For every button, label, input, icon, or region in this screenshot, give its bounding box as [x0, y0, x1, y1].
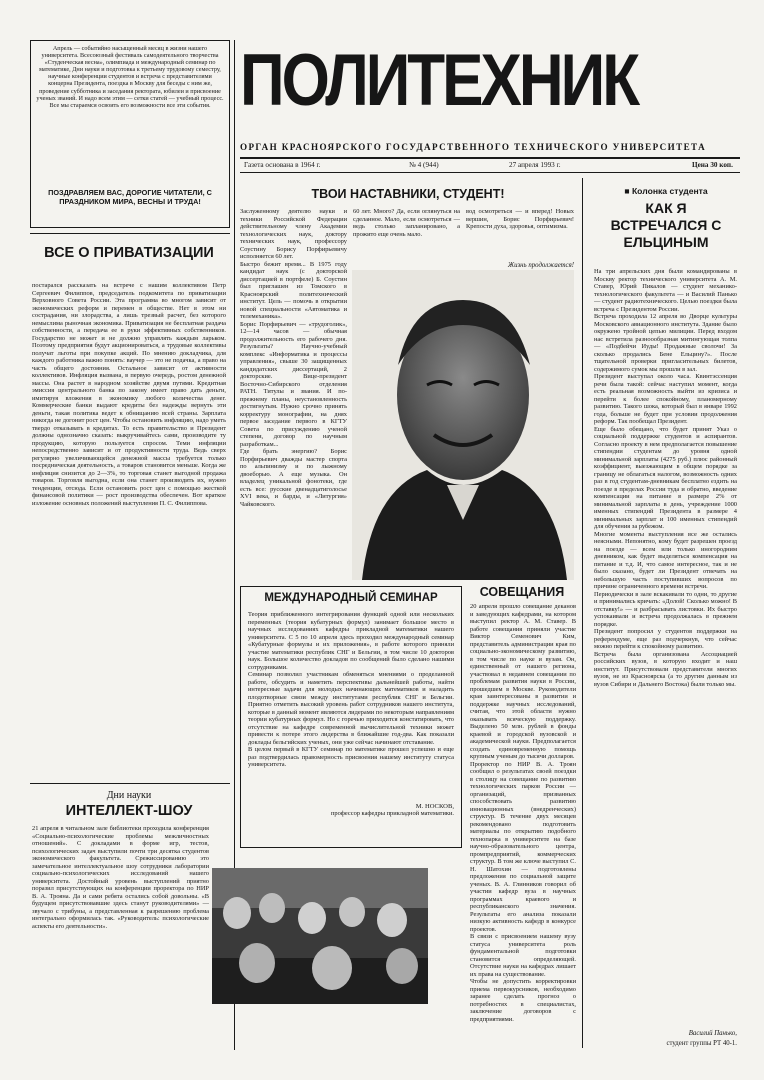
- portrait-photo: [352, 270, 574, 580]
- newspaper-title: ПОЛИТЕХНИК: [240, 40, 638, 122]
- columnist-author-note: студент группы РТ 40-1.: [666, 1040, 737, 1047]
- seminar-author: М. НОСКОВ,: [415, 803, 454, 810]
- portrait-photo-image: [352, 270, 574, 580]
- center-right-divider: [582, 178, 583, 1048]
- classroom-photo-image: [212, 868, 428, 1004]
- april-box-text: Апрель — событийно насыщенный месяц в жизни нашего университета. Всесоюзный фестиваль самодеятельного творчества «Студенческая весна», олимпиада и международный семинар по математике, Дни науки и подготовка к третьему трудовому семестру, научные конференции студентов и встреча с представителями концерна Президента, поездка в Москву для беседы с ним же, проведение субботника и заседания ректората, юбилеи и присвоение ученых званий. И надо всем этим — сетки статей — учебный процесс. Все мы стараемся освоить его возможности все эти события.: [36, 45, 224, 109]
- left-divider-1: [30, 233, 230, 234]
- seminar-author-note: профессор кафедры прикладной математики.: [330, 810, 454, 817]
- meeting-body: 20 апреля прошло совещание деканов и заведующих кафедрами, на котором выступил ректор А. М. Ставер. В работе совещания приняли участие Виктор Семенович Ким, представитель администрации края по социально-экономическому развитию, в том числе по науке и вузам. Он, единственный от нашего региона, участвовал в недавнем совещании по проблемам развития науки в России, прошедшем в Москве. Руководители края заинтересованы в развитии и поддержке научных исследований, считая, что этой области нужно оказывать всяческую поддержку. Выделено 50 млн. рублей в фонды краевой и городской вузовской и академической науки. Предполагается создать единовременную помощь крупным ученым до тысячи долларов. Проректор по НИР В. А. Троян сообщил о результатах своей поездки в столицу на совещание по развитию технологических парков России — организаций, призванных способствовать развитию инновационных (внедренческих) структур. В течение двух месяцев рекомендовано подготовить материалы по открытию подобного технопарка в университете на базе научно-образовательного центра, промпредприятий, коммерческих структур. В том же ключе выступил С. Н. Шатохин — подготовлены предложения по социальной защите ученых. В. А. Глинников говорил об участии кафедр вуза в научных программах краевого и республиканского значения. Результаты его анализа показали низкую активность кафедр в конкурсе проектов. В связи с присвоением нашему вузу статуса университета роль фундаментальной подготовки становится определяющей. Отсутствие науки на кафедрах лишает их права на существование. Чтобы не допустить корректировки приема первокурсников, необходимо заранее сделать прогноз о потребностях в специалистах, заключение договоров с предприятиями.: [470, 603, 576, 1023]
- main-article-col1: Заслуженному деятелю науки и техники Российской Федерации действительному члену Академии технологических наук, доктору технических наук, профессору Соустину Борису Порфирьевичу исполняется 60 лет. Быстро бежит время... В 1975 году кандидат наук (с докторской диссертацией в портфеле) Б. Соустин был приглашен из Томского в Красноярский политехнический институт. Цель — помочь в открытии новой специальности «Автоматика и телемеханика». Борис Порфирьевич — «трудоголик», 12—14 часов — обычная продолжительность его рабочего дня. Результаты? Научно-учебный комплекс «Информатика и процессы управления», свыше 30 защищенных кандидатских диссертаций, 2 докторские. Вице-президент Восточно-Сибирского отделения РАТН. Титулы и звания. И по-прежнему планы, неустановленность достигнутым. Нужно срочно принять корректуру монографии, на днях первое заседание первого в КГТУ Совета по присуждению ученой степени, договор по научным разработкам... Где брать энергию? Борис Порфирьевич дважды мастер спорта по альпинизму и по лыжному двоеборью. А еще музыка. Он владелец уникальной фонотеки, где есть все: русские двенадцатиголосье XVI века, и барды, и «Литургия» Чайковского.: [240, 208, 347, 508]
- april-box-greeting: ПОЗДРАВЛЯЕМ ВАС, ДОРОГИЕ ЧИТАТЕЛИ, С ПРАЗДНИКОМ МИРА, ВЕСНЫ И ТРУДА!: [48, 188, 212, 206]
- main-article-headline: ТВОИ НАСТАВНИКИ, СТУДЕНТ!: [311, 187, 505, 201]
- privatization-body: постарался рассказать на встрече с нашим коллективом Петр Сергеевич Филиппов, председатель подкомитета по приватизации Верховного Совета России. Эта программа во многом зависит от экономических реформ и перемен в обществе. Нет в этом ни сострадания, ни злорадства, а лишь трезвый расчет, без которого немыслима рыночная экономика. Приватизация не бесплатная раздача собственности, а передача ее в руки эффективных собственников. Государство не может и не должно управлять каждым ларьком. Поэтому предприятия будут акционироваться, а трудовые коллективы получат льготы при покупке акций. По мнению докладчика, для каждого работника важно понять: ваучер — это не подачка, а право на часть общего достояния. Остальное зависит от активности коллективов. Инфляция вызвана, в первую очередь, ростом денежной массы. Она растет в народном хозяйстве двумя путями. Кредитная эмиссия центрального банка по закону имеет право дать деньги, имитируя вложения в экономику любого количества денег. Коммерческие банки выдают кредиты без надежды вернуть эти деньги, такая политика ведет к обнищанию всей страны. Зарплата никогда не догонит рост цен. Чтобы остановить инфляцию, надо уметь твердо отказывать в кредитах. То есть правительство и Президент должны однозначно сказать: выкручивайтесь сами, производите ту продукцию, которую пользуется спросом. Теми инфляции непосредственно зависит и от продуктивности труда. Ведь сверх регулярно увеличивающейся денежной массы требуется только посредническая деятельность, а товаров становится меньше. Когда же инфляция снизится до 2—3%, то торговая станет выгодной продажа товаров. Торговля выгодна, если она станет производить их, нужно тенденции, отсюда. Если остановить рост цен с помощью жесткой финансовой политики — рост производства обеспечен. Вот краткое изложение основных положений выступления П. С. Филиппова.: [32, 282, 226, 507]
- meeting-headline: СОВЕЩАНИЯ: [479, 585, 565, 599]
- photo-caption: Жизнь продолжается!: [507, 262, 574, 269]
- privatization-headline: ВСЕ О ПРИВАТИЗАЦИИ: [44, 245, 214, 261]
- science-days-body: 21 апреля в читальном зале библиотеки проходила конференция «Социально-психологические проблемы межличностных отношений». С докладами в форме игр, тестов, психологических задач выступили почти три десятка студентов экономического факультета. Срежиссированию это замечательное интеллектуальное шоу сотрудники лаборатории социально-психологических исследований нашего университета. Достойный уровень выступлений приятно поразил присутствующих на конференции проректора по НИР В. А. Трояна. Да и сами ребята остались собой довольны. «В будущем присутствовавшие здесь станут руководителями» — звучало с трибуны, а представленная к разрешению проблема интегрально оформилась так. «Руководитель: психологические аспекты его деятельности».: [32, 825, 209, 930]
- issue-date: 27 апреля 1993 г.: [509, 161, 561, 169]
- bullet-icon: ■: [624, 186, 632, 196]
- seminar-headline: МЕЖДУНАРОДНЫЙ СЕМИНАР: [264, 592, 438, 604]
- seminar-body: Теория приближенного интегрирования функций одной или нескольких переменных (теория кубатурных формул) занимает большое место в научных исследованиях кафедры прикладной математики нашего университета. С 5 по 10 апреля здесь проходил международный семинар «Кубатурные формулы и их приложения», в работе которого приняли участие математики республик СНГ и Бельгии, в том числе 10 докторов наук. Большое количество докладов по сообщений было сделано нашими сотрудниками. Семинар позволил участникам обменяться мнениями о проделанной работе, обсудить и наметить перспективы дальнейшей работы, найти интересные задачи для молодых начинающих математиков и наладить плодотворные связи между институтами республик СНГ и Бельгии. Приятно отметить высокий уровень работ сотрудников нашего института, которые в данный момент являются лидерами по некоторым направлениям теории кубатурных формул. Но с горечью приходится констатировать, что отсутствие на кафедре современной вычислительной техники может привести к потере этого лидерства в ближайшие год-два. Как показали доклады бельгийских ученых, они уже сейчас начинают отставание. В целом первый в КГТУ семинар по математике прошел успешно и еще раз подтвердилась правомерность присвоения нашему институту статуса университета.: [248, 611, 454, 768]
- main-article-col3: вод осмотреться — и вперед! Новых вершин, Борис Порфирьевич! Крепости духа, здоровья, оптимизма.: [466, 208, 574, 230]
- founded-text: Газета основана в 1964 г.: [244, 161, 321, 169]
- issue-price: Цена 30 коп.: [692, 161, 733, 169]
- left-divider-2: [30, 783, 230, 784]
- science-days-headline: ИНТЕЛЛЕКТ-ШОУ: [65, 803, 193, 819]
- masthead-rule-bottom: [240, 172, 740, 173]
- masthead-rule-top: [240, 157, 740, 159]
- newspaper-subtitle: ОРГАН КРАСНОЯРСКОГО ГОСУДАРСТВЕННОГО ТЕХНИЧЕСКОГО УНИВЕРСИТЕТА: [240, 142, 707, 152]
- columnist-rubric-text: Колонка студента: [631, 186, 708, 196]
- classroom-photo: [212, 868, 428, 1004]
- columnist-rubric: [596, 186, 736, 196]
- issue-number: № 4 (944): [409, 161, 439, 169]
- april-box: [30, 40, 230, 228]
- columnist-author: Василий Панько,: [688, 1030, 737, 1037]
- main-article-col2: 60 лет. Много? Да, если оглянуться на сделанное. Мало, если осмотреться — ведь столько запланировано, а прожито еще очень мало.: [353, 208, 460, 238]
- science-days-rubric: Дни науки: [106, 790, 152, 801]
- seminar-box: [240, 586, 462, 848]
- issue-line: [244, 161, 740, 171]
- columnist-headline: КАК Я ВСТРЕЧАЛСЯ С ЕЛЬЦИНЫМ: [610, 200, 722, 250]
- columnist-body: На три апрельских дня были командированы в Москву ректор технического университета А. М. Ставер, Юрий Пикалов — студент механико-технологического факультета — и Василий Панько — студент радиотехнического. Целью поездки была встреча с Президентом России. Встреча проходила 12 апреля во Дворце культуры Московского авиационного института. Здание было окружено тройной цепью милиции. Перед входом нас встретила разноообразная митингующая толпа — «Подбейчи Иуды! Продажные сволочи! За сколько продались Бене Ельцину?». После тщательной проверки пригласительных билетов, содержимого сумок мы прошли в зал. Президент выступал около часа. Квинтэссенция речи была такой: сейчас наступил момент, когда есть реальная возможность выйти из кризиса и перейти к более спокойному, планомерному развитию. Такого шока, который был в январе 1992 года, больше не будет при условии продолжения реформ. Так пообещал Президент. Еще было обещано, что будет принят Указ о социальной поддержке студентов и аспирантов. Согласно проекту в нем предполагается повышение стипендии студентам до уровня одной минимальной зарплаты (4275 руб.) плюс районный коэффициент, выезжающим в общем порядке за границу не облагаться налогом, возможность одних раз в год студентам-дневникам бесплатно ездить на поезде в пределах России туда и обратно, введение компенсации на питание в размере 2% от минимальной зарплаты в день, учреждение 1000 именных стипендий Президента в размере 4 минимальных зарплат и 100 именных стипендий для обучения за рубежом. Многие моменты выступления все же остались неясными. Непонятно, кому будет разрешен проезд на поезде — всем или только иногородним дневником, как будет выделяться компенсация на питание и т.д. И, что самое интересное, так и не было сказано, будет ли Президент отвечать на небольшую часть поступивших вопросов по причине ограниченного времени встречи. Периодически в зале вскакивали то одни, то другие и принимались кричать: «Долой! Сколько можно! В отставку!» — и разбрасывать листовки. Их быстро успокаивали и встреча продолжалась в прежнем порядке. Президент попросил у студентов поддержки на референдуме, еще раз подчеркнув, что сейчас можно перейти к спокойному развитию. Встреча была организована Ассоциацией российских вузов, в которую входит и наш институт. Присутствовали представители многих вузов, не из Красноярска (а то другим данным из вузов Сибири и Дальнего Востока) были только мы.: [594, 268, 737, 688]
